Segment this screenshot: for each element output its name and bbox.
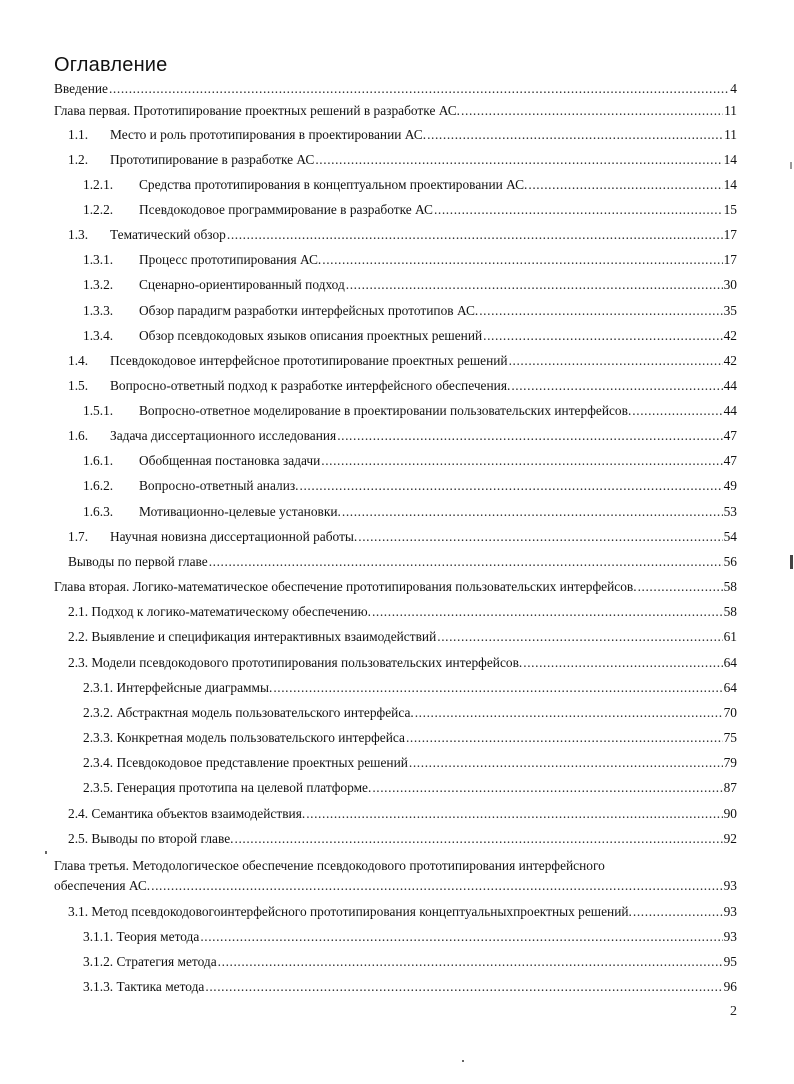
toc-number: 1.4. <box>68 353 89 368</box>
toc-entry-1-6-2[interactable] <box>0 477 794 495</box>
toc-entry-2-3-2[interactable] <box>0 704 794 722</box>
toc-leader <box>358 528 722 546</box>
toc-label: Введение <box>54 81 108 96</box>
toc-entry-3-1-1[interactable] <box>0 928 794 946</box>
toc-leader <box>461 102 723 120</box>
toc-page: 17 <box>723 252 737 267</box>
toc-label: Мотивационно-целевые установки. <box>139 504 341 519</box>
toc-entry-1-2-2[interactable] <box>0 201 794 219</box>
toc-label: 2.3.5. Генерация прототипа на целевой платформе. <box>83 780 372 795</box>
toc-page: 93 <box>723 904 737 919</box>
toc-page: 96 <box>723 979 737 994</box>
toc-number: 1.2.1. <box>83 177 114 192</box>
toc-label: 2.1. Подход к логико-математическому обеспечению. <box>68 604 371 619</box>
toc-label: Место и роль прототипирования в проектировании АС. <box>110 127 427 142</box>
toc-leader <box>322 251 722 269</box>
toc-entry-1-3-4[interactable] <box>0 327 794 345</box>
toc-label: Задача диссертационного исследования <box>110 428 337 443</box>
toc-leader <box>479 302 722 320</box>
toc-page: 14 <box>723 177 737 192</box>
toc-page: 92 <box>723 831 737 846</box>
toc-entry-2-4[interactable] <box>0 805 794 823</box>
toc-entry-2-1[interactable] <box>0 603 794 621</box>
toc-number: 1.6.1. <box>83 453 114 468</box>
toc-number: 1.7. <box>68 529 89 544</box>
toc-entry-2-3-1[interactable] <box>0 679 794 697</box>
toc-page: 56 <box>723 554 737 569</box>
toc-entry-chapter-3-line1[interactable]: Глава третья. Методологическое обеспечение псевдокодового прототипирования интерфейсного <box>54 858 605 873</box>
toc-label: Тематический обзор <box>110 227 226 242</box>
toc-leader <box>509 352 723 370</box>
toc-label: Обзор парадигм разработки интерфейсных прототипов АС. <box>139 303 479 318</box>
toc-page: 44 <box>723 378 737 393</box>
toc-label: Сценарно-ориентированный подход <box>139 277 345 292</box>
toc-number: 1.2. <box>68 152 89 167</box>
toc-label: 3.1. Метод псевдокодовогоинтерфейсного прототипирования концептуальныхпроектных решений. <box>68 904 632 919</box>
toc-label: 2.3.1. Интерфейсные диаграммы. <box>83 680 273 695</box>
toc-entry-1-7[interactable] <box>0 528 794 546</box>
toc-entry-chapter-1-conclusions[interactable] <box>0 553 794 571</box>
toc-page: 14 <box>723 152 737 167</box>
toc-leader <box>321 452 722 470</box>
toc-label: Глава вторая. Логико-математическое обеспечение прототипирования пользовательских интерфейсов. <box>54 579 637 594</box>
toc-label: Вопросно-ответный подход к разработке интерфейсного обеспечения. <box>110 378 511 393</box>
toc-page: 17 <box>723 227 737 242</box>
toc-leader <box>337 427 722 445</box>
toc-leader <box>633 903 723 921</box>
scan-artifact <box>790 555 793 569</box>
toc-entry-1-3-1[interactable] <box>0 251 794 269</box>
toc-label: 2.3.4. Псевдокодовое представление проектных решений <box>83 755 408 770</box>
toc-entry-3-1-2[interactable] <box>0 953 794 971</box>
toc-number: 1.6.2. <box>83 478 114 493</box>
toc-leader <box>300 477 723 495</box>
toc-leader <box>427 126 723 144</box>
toc-page: 47 <box>723 453 737 468</box>
toc-leader <box>511 377 722 395</box>
toc-title: Оглавление <box>54 54 168 76</box>
toc-leader <box>346 276 723 294</box>
toc-leader <box>342 503 723 521</box>
toc-entry-2-5[interactable] <box>0 830 794 848</box>
toc-leader <box>315 151 722 169</box>
toc-label: 2.3. Модели псевдокодового прототипирования пользовательских интерфейсов. <box>68 655 523 670</box>
toc-label: 3.1.1. Теория метода <box>83 929 200 944</box>
toc-label: Процесс прототипирования АС. <box>139 252 322 267</box>
toc-label: Вопросно-ответное моделирование в проектировании пользовательских интерфейсов. <box>139 403 632 418</box>
toc-label: 2.2. Выявление и спецификация интерактивных взаимодействий <box>68 629 437 644</box>
scan-artifact <box>462 1060 464 1062</box>
toc-entry-1-5-1[interactable] <box>0 402 794 420</box>
toc-entry-3-1-3[interactable] <box>0 978 794 996</box>
toc-entry-introduction[interactable] <box>0 80 794 98</box>
toc-entry-3-1[interactable] <box>0 903 794 921</box>
toc-leader <box>372 779 722 797</box>
toc-number: 1.1. <box>68 127 89 142</box>
toc-leader <box>306 805 722 823</box>
toc-leader <box>200 928 722 946</box>
toc-leader <box>372 603 723 621</box>
toc-page: 87 <box>723 780 737 795</box>
toc-entry-chapter-2[interactable] <box>0 578 794 596</box>
toc-page: 35 <box>723 303 737 318</box>
toc-number: 1.3.4. <box>83 328 114 343</box>
toc-entry-2-3[interactable] <box>0 654 794 672</box>
toc-entry-1-1[interactable] <box>0 126 794 144</box>
toc-leader <box>218 953 723 971</box>
toc-leader <box>483 327 722 345</box>
toc-number: 1.6.3. <box>83 504 114 519</box>
toc-entry-1-3-3[interactable] <box>0 302 794 320</box>
toc-number: 1.5.1. <box>83 403 114 418</box>
toc-leader <box>235 830 723 848</box>
toc-entry-1-6-3[interactable] <box>0 503 794 521</box>
scan-artifact <box>45 851 47 854</box>
toc-number: 1.2.2. <box>83 202 114 217</box>
toc-leader <box>638 578 723 596</box>
toc-page: 79 <box>723 755 737 770</box>
toc-entry-chapter-3[interactable] <box>0 877 794 895</box>
toc-label: 2.5. Выводы по второй главе. <box>68 831 234 846</box>
toc-entry-1-6[interactable] <box>0 427 794 445</box>
toc-page: 70 <box>723 705 737 720</box>
toc-page: 75 <box>723 730 737 745</box>
toc-label: 2.3.3. Конкретная модель пользовательского интерфейса <box>83 730 405 745</box>
toc-label: 3.1.3. Тактика метода <box>83 979 205 994</box>
toc-leader <box>523 654 722 672</box>
toc-label: 3.1.2. Стратегия метода <box>83 954 217 969</box>
toc-entry-1-6-1[interactable] <box>0 452 794 470</box>
toc-label: Глава первая. Прототипирование проектных решений в разработке АС. <box>54 103 461 118</box>
toc-entry-1-2-1[interactable] <box>0 176 794 194</box>
toc-page: 49 <box>723 478 737 493</box>
toc-page: 11 <box>724 103 737 118</box>
toc-entry-2-3-4[interactable] <box>0 754 794 772</box>
toc-page: 42 <box>723 353 737 368</box>
toc-page: 53 <box>723 504 737 519</box>
toc-leader <box>273 679 722 697</box>
toc-label: Выводы по первой главе <box>68 554 208 569</box>
toc-entry-2-3-3[interactable] <box>0 729 794 747</box>
toc-leader <box>632 402 722 420</box>
toc-entry-1-4[interactable] <box>0 352 794 370</box>
toc-entry-1-3-2[interactable] <box>0 276 794 294</box>
page-number: 2 <box>730 1004 737 1019</box>
toc-page: 30 <box>723 277 737 292</box>
toc-label: Вопросно-ответный анализ. <box>139 478 299 493</box>
toc-leader <box>528 176 722 194</box>
toc-page: 58 <box>723 604 737 619</box>
toc-number: 1.3.3. <box>83 303 114 318</box>
toc-page: 54 <box>723 529 737 544</box>
toc-entry-chapter-1[interactable] <box>0 102 794 120</box>
toc-page: 4 <box>730 81 737 96</box>
toc-entry-1-5[interactable] <box>0 377 794 395</box>
toc-page: 64 <box>723 680 737 695</box>
toc-page: 15 <box>723 202 737 217</box>
toc-page: 95 <box>723 954 737 969</box>
toc-leader <box>227 226 723 244</box>
toc-label: Обзор псевдокодовых языков описания проектных решений <box>139 328 483 343</box>
toc-label: Научная новизна диссертационной работы. <box>110 529 358 544</box>
toc-entry-2-2[interactable] <box>0 628 794 646</box>
toc-page: 90 <box>723 806 737 821</box>
toc-leader <box>437 628 722 646</box>
toc-leader <box>415 704 723 722</box>
toc-page: 47 <box>723 428 737 443</box>
toc-leader <box>109 80 729 98</box>
toc-page: 11 <box>724 127 737 142</box>
toc-leader <box>205 978 722 996</box>
toc-label: Обобщенная постановка задачи <box>139 453 321 468</box>
toc-page: 64 <box>723 655 737 670</box>
toc-label: Средства прототипирования в концептуальном проектировании АС. <box>139 177 528 192</box>
toc-label: Псевдокодовое интерфейсное прототипирование проектных решений <box>110 353 508 368</box>
toc-leader <box>209 553 723 571</box>
toc-page: 93 <box>723 878 737 893</box>
toc-page: 44 <box>723 403 737 418</box>
toc-number: 1.3. <box>68 227 89 242</box>
toc-label: 2.4. Семантика объектов взаимодействия. <box>68 806 306 821</box>
toc-entry-1-2[interactable] <box>0 151 794 169</box>
toc-number: 1.6. <box>68 428 89 443</box>
toc-leader <box>406 729 723 747</box>
toc-leader <box>434 201 723 219</box>
toc-number: 1.3.1. <box>83 252 114 267</box>
toc-label: Прототипирование в разработке АС <box>110 152 315 167</box>
toc-page: 42 <box>723 328 737 343</box>
toc-entry-2-3-5[interactable] <box>0 779 794 797</box>
toc-page: 93 <box>723 929 737 944</box>
toc-label: 2.3.2. Абстрактная модель пользовательского интерфейса. <box>83 705 414 720</box>
scan-artifact <box>790 162 792 169</box>
toc-number: 1.3.2. <box>83 277 114 292</box>
toc-page: 58 <box>723 579 737 594</box>
toc-leader <box>409 754 723 772</box>
toc-leader <box>151 877 722 895</box>
toc-page: 61 <box>723 629 737 644</box>
toc-label: обеспечения АС. <box>54 878 151 893</box>
toc-entry-1-3[interactable] <box>0 226 794 244</box>
toc-number: 1.5. <box>68 378 89 393</box>
toc-label: Псевдокодовое программирование в разработке АС <box>139 202 433 217</box>
